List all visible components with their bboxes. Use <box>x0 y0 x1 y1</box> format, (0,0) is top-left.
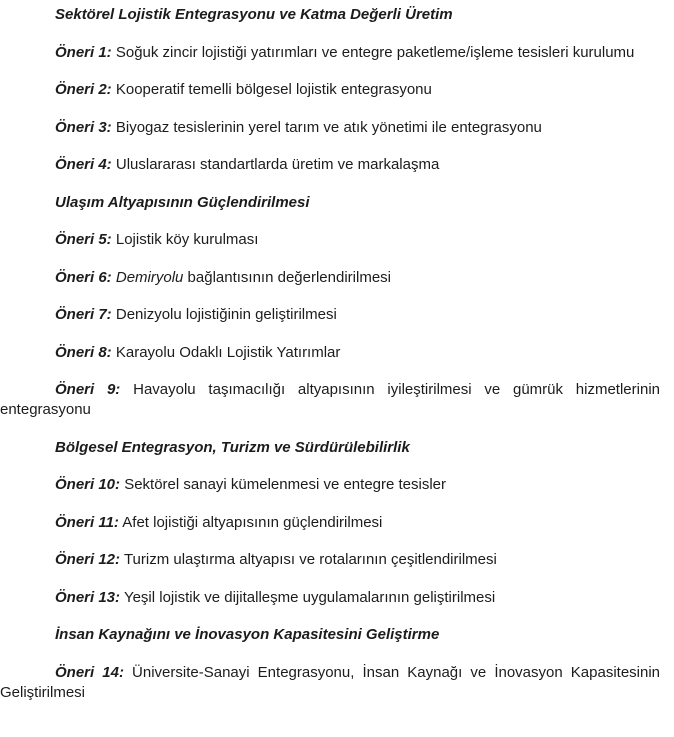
recommendation-oneri-5 <box>0 230 660 250</box>
recommendation-oneri-13 <box>0 588 660 608</box>
recommendation-oneri-9 <box>0 380 660 420</box>
recommendation-label: Öneri 14: <box>55 663 124 681</box>
recommendation-text: Üniversite-Sanayi Entegrasyonu, İnsan Kaynağı ve İnovasyon Kapasitesinin Geliştirilmesi <box>0 663 661 701</box>
recommendation-oneri-4 <box>0 155 660 175</box>
section-heading-bolgesel-entegrasyon: Bölgesel Entegrasyon, Turizm ve Sürdürülebilirlik <box>55 438 410 456</box>
recommendation-text: Turizm ulaştırma altyapısı ve rotalarının çeşitlendirilmesi <box>123 551 497 568</box>
recommendation-text: Yeşil lojistik ve dijitalleşme uygulamalarının geliştirilmesi <box>123 588 496 606</box>
recommendation-text: Soğuk zincir lojistiği yatırımları ve entegre paketleme/işleme tesisleri kurulumu <box>115 43 635 61</box>
recommendation-label: Öneri 2: <box>55 81 112 98</box>
recommendation-label: Öneri 13: <box>55 588 121 606</box>
recommendation-text: Denizyolu lojistiğinin geliştirilmesi <box>115 306 337 323</box>
recommendation-label: Öneri 8: <box>55 343 112 361</box>
recommendation-label: Öneri 1: <box>55 43 112 61</box>
recommendation-text: Karayolu Odaklı Lojistik Yatırımlar <box>115 343 341 361</box>
section-heading-sektorel-lojistik: Sektörel Lojistik Entegrasyonu ve Katma Değerli Üretim <box>55 6 453 23</box>
recommendation-label: Öneri 12: <box>55 551 121 568</box>
recommendation-oneri-6 <box>0 268 660 288</box>
recommendation-text: Uluslararası standartlarda üretim ve markalaşma <box>115 156 440 173</box>
recommendation-oneri-10 <box>0 475 660 495</box>
recommendation-text: bağlantısının değerlendirilmesi <box>187 268 391 286</box>
recommendation-label: Öneri 10: <box>55 476 121 493</box>
recommendation-text: Lojistik köy kurulması <box>115 231 259 248</box>
recommendation-oneri-11 <box>0 513 660 533</box>
recommendation-oneri-8 <box>0 343 660 363</box>
section-heading-insan-kaynagi: İnsan Kaynağını ve İnovasyon Kapasitesini Geliştirme <box>55 626 440 643</box>
recommendation-text: Havayolu taşımacılığı altyapısının iyileştirilmesi ve gümrük hizmetlerinin entegrasyonu <box>0 381 660 418</box>
recommendation-label: Öneri 3: <box>55 118 112 136</box>
recommendation-oneri-7 <box>0 305 660 325</box>
recommendation-label: Öneri 4: <box>55 156 112 173</box>
recommendation-text: Kooperatif temelli bölgesel lojistik entegrasyonu <box>115 81 432 98</box>
recommendation-label: Öneri 6: <box>55 268 112 286</box>
recommendation-oneri-2 <box>0 80 660 100</box>
recommendation-label: Öneri 5: <box>55 231 112 248</box>
recommendation-text: Afet lojistiği altyapısının güçlendirilmesi <box>122 513 383 531</box>
recommendation-oneri-12 <box>0 550 660 570</box>
recommendation-label: Öneri 7: <box>55 306 112 323</box>
recommendation-label: Öneri 9: <box>55 381 121 398</box>
recommendation-label: Öneri 11: <box>55 513 119 531</box>
recommendation-oneri-1 <box>0 43 660 63</box>
recommendation-text: Sektörel sanayi kümelenmesi ve entegre tesisler <box>124 476 447 493</box>
recommendation-oneri-14 <box>0 663 660 703</box>
section-heading-ulasim-altyapisi: Ulaşım Altyapısının Güçlendirilmesi <box>55 193 310 211</box>
recommendation-oneri-3 <box>0 118 660 138</box>
recommendation-text: Biyogaz tesislerinin yerel tarım ve atık yönetimi ile entegrasyonu <box>115 118 542 136</box>
recommendation-italic-term: Demiryolu <box>115 268 184 286</box>
